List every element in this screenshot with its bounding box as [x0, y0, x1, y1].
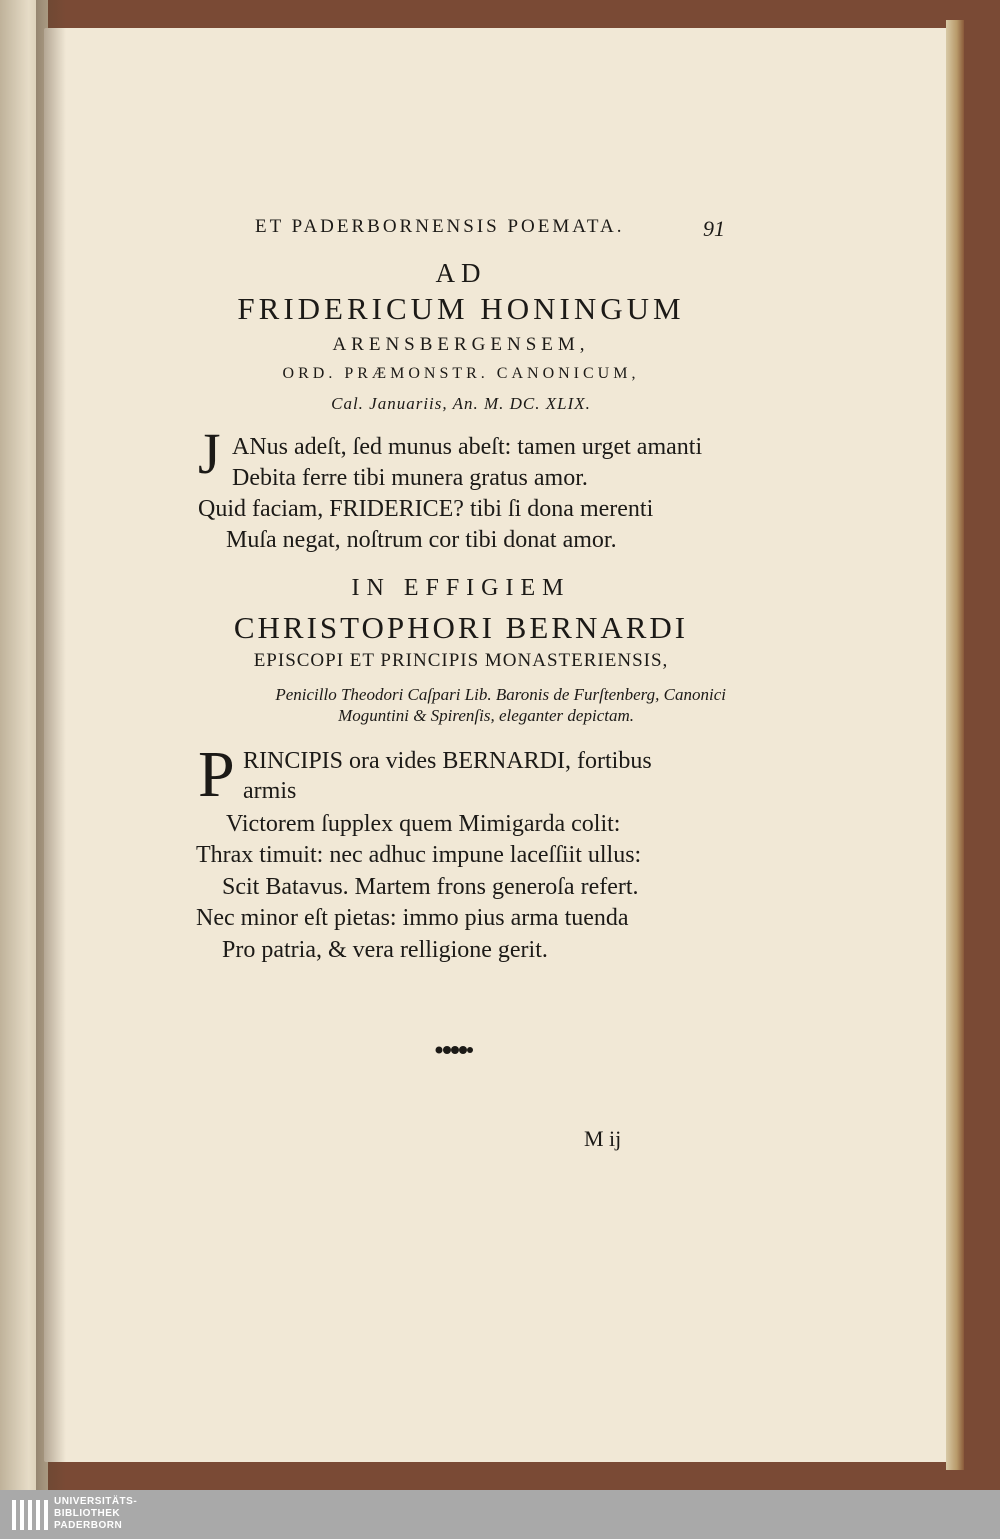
dedication-line-2: Moguntini & Spirenſis, eleganter depictam.	[338, 706, 634, 725]
page-number: 91	[703, 216, 725, 241]
poem1-line-4: Muſa negat, noſtrum cor tibi donat amor.	[226, 527, 617, 553]
dedication-line-1: Penicillo Theodori Caſpari Lib. Baronis de Furſtenberg, Canonici	[275, 685, 726, 704]
poem2-line-5: Nec minor eſt pietas: immo pius arma tuenda	[196, 905, 629, 931]
printers-ornament	[434, 1043, 474, 1057]
library-logo-icon	[10, 1496, 50, 1534]
poem2-dropcap: P	[198, 738, 235, 811]
poem1-date: Cal. Januariis, An. M. DC. XLIX.	[331, 394, 591, 413]
running-title: ET PADERBORNENSIS POEMATA.	[255, 216, 625, 237]
poem1-title-ad: AD	[435, 258, 487, 288]
logo-line-2: BIBLIOTHEK	[54, 1508, 121, 1519]
poem2-title-effigiem: IN EFFIGIEM	[351, 575, 571, 601]
logo-line-3: PADERBORN	[54, 1520, 123, 1531]
poem1-title-name: FRIDERICUM HONINGUM	[237, 291, 685, 326]
library-footer	[0, 1490, 1000, 1539]
poem1-line-3: Quid faciam, FRIDERICE? tibi ſi dona merenti	[198, 496, 654, 522]
poem2-line-2: Victorem ſupplex quem Mimigarda colit:	[226, 811, 621, 837]
library-logo-text	[54, 1496, 137, 1532]
poem2-title-office: EPISCOPI ET PRINCIPIS MONASTERIENSIS,	[253, 650, 669, 671]
poem1-line-1: ANus adeſt, ſed munus abeſt: tamen urget amanti	[232, 434, 703, 460]
signature-mark: M ij	[584, 1126, 622, 1151]
logo-line-1: UNIVERSITÄTS-	[54, 1496, 138, 1507]
poem1-dropcap: J	[198, 421, 221, 486]
poem2-line-4: Scit Batavus. Martem frons generoſa refert.	[222, 874, 639, 900]
poem2-line-1-cont: armis	[243, 778, 297, 804]
poem1-title-order: ORD. PRÆMONSTR. CANONICUM,	[282, 365, 640, 382]
poem2-line-6: Pro patria, & vera relligione gerit.	[222, 937, 548, 963]
poem2-line-1: RINCIPIS ora vides BERNARDI, fortibus	[243, 748, 652, 774]
poem2-dedication	[196, 684, 726, 726]
poem1-line-2: Debita ferre tibi munera gratus amor.	[232, 465, 588, 491]
poem2-line-3: Thrax timuit: nec adhuc impune laceſſiit ullus:	[196, 842, 642, 868]
poem1-title-origin: ARENSBERGENSEM,	[332, 334, 590, 355]
poem2-title-name: CHRISTOPHORI BERNARDI	[233, 610, 689, 645]
